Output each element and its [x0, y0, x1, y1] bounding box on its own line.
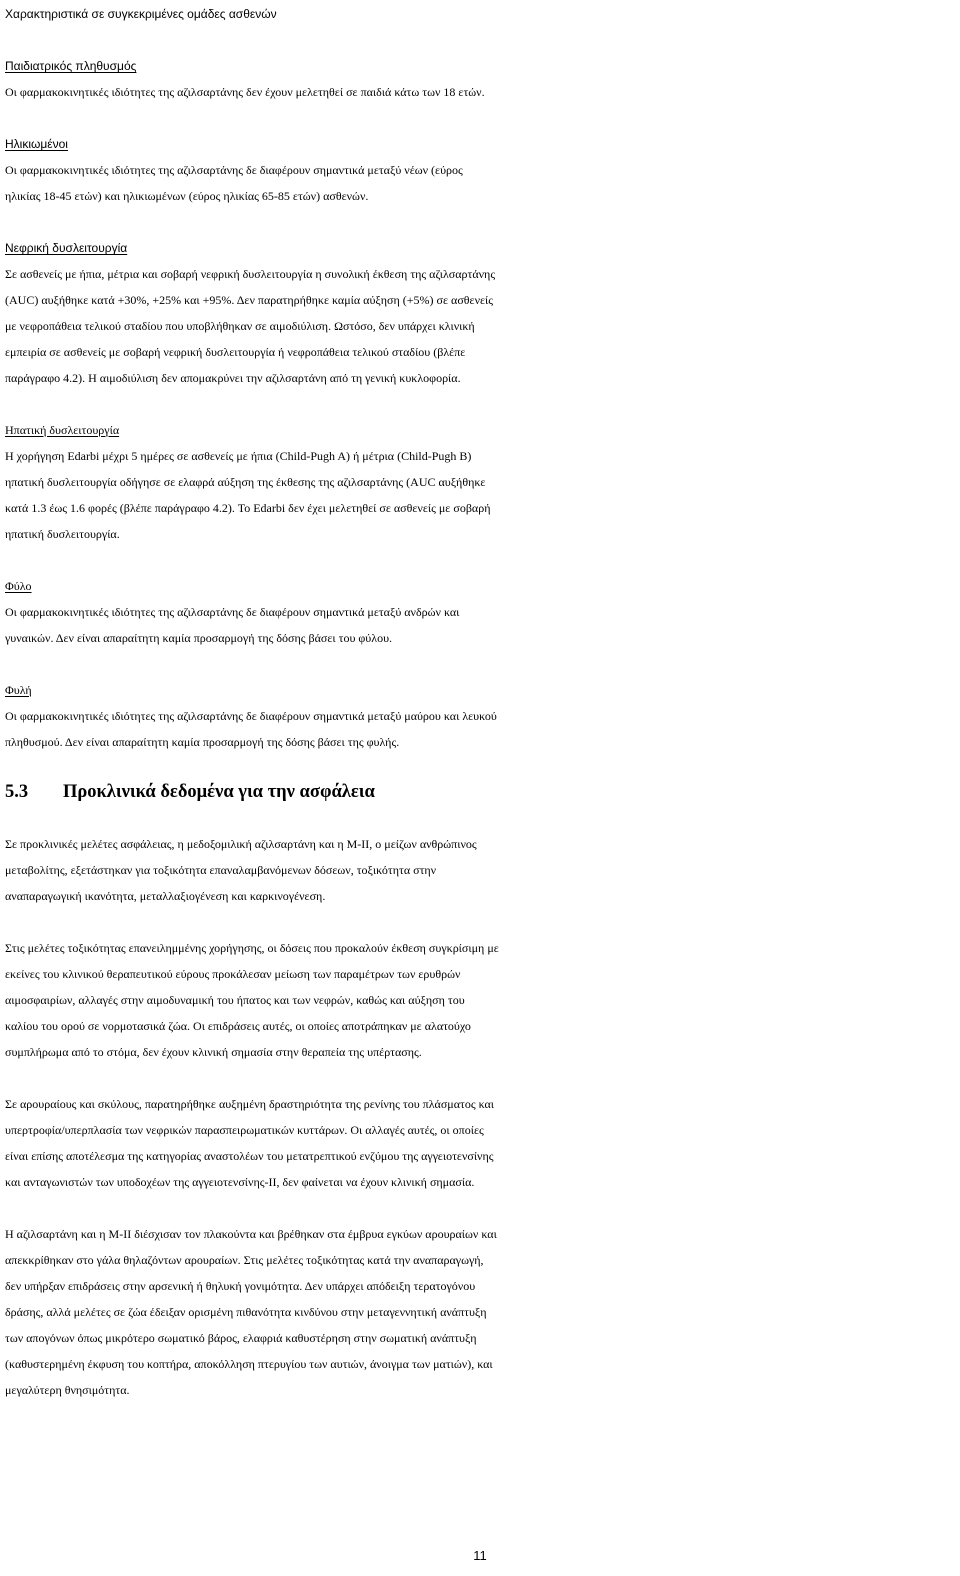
text-line: Οι φαρμακοκινητικές ιδιότητες της αζιλσαρτάνης δε διαφέρουν σημαντικά μεταξύ νέων (εύρος	[5, 163, 463, 177]
hepatic-text	[5, 443, 955, 547]
document-page	[5, 0, 955, 1403]
pediatric-heading: Παιδιατρικός πληθυσμός	[5, 59, 137, 73]
race-text	[5, 703, 955, 755]
elderly-text	[5, 157, 955, 209]
preclinical-paragraph-4	[5, 1221, 955, 1403]
text-line: Σε προκλινικές μελέτες ασφάλειας, η μεδοξομιλική αζιλσαρτάνη και η M-II, ο μείζων ανθρώπινος	[5, 837, 477, 851]
text-line: γυναικών. Δεν είναι απαραίτητη καμία προσαρμογή της δόσης βάσει του φύλου.	[5, 631, 393, 645]
text-line: Στις μελέτες τοξικότητας επανειλημμένης χορήγησης, οι δόσεις που προκαλούν έκθεση συγκρίσιμη με	[5, 941, 499, 955]
pediatric-block	[5, 53, 955, 105]
text-line: αναπαραγωγική ικανότητα, μεταλλαξιογένεση και καρκινογένεση.	[5, 889, 326, 903]
text-line: των απογόνων όπως μικρότερο σωματικό βάρος, ελαφριά καθυστέρηση στην σωματική ανάπτυξη	[5, 1331, 477, 1345]
section-5-3-heading	[5, 779, 955, 805]
elderly-block	[5, 131, 955, 209]
text-line: παράγραφο 4.2). Η αιμοδιύλιση δεν απομακρύνει την αζιλσαρτάνη από τη γενική κυκλοφορία.	[5, 371, 461, 385]
text-line: υπερτροφία/υπερπλασία των νεφρικών παρασπειρωματικών κυττάρων. Οι αλλαγές αυτές, οι οποίες	[5, 1123, 484, 1137]
text-line: ηπατική δυσλειτουργία.	[5, 527, 120, 541]
elderly-heading: Ηλικιωμένοι	[5, 137, 68, 151]
text-line: μεγαλύτερη θνησιμότητα.	[5, 1383, 130, 1397]
gender-block	[5, 573, 955, 651]
preclinical-paragraph-3	[5, 1091, 955, 1195]
text-line: Η αζιλσαρτάνη και η M-II διέσχισαν τον πλακούντα και βρέθηκαν στα έμβρυα εγκύων αρουραίων και	[5, 1227, 497, 1241]
text-line: συμπλήρωμα από το στόμα, δεν έχουν κλινική σημασία στην θεραπεία της υπέρτασης.	[5, 1045, 422, 1059]
race-heading: Φυλή	[5, 683, 32, 697]
renal-heading: Νεφρική δυσλειτουργία	[5, 241, 128, 255]
text-line: είναι επίσης αποτέλεσμα της κατηγορίας αναστολέων του μετατρεπτικού ενζύμου της αγγειοτενσίνης	[5, 1149, 494, 1163]
text-line: αιμοσφαιρίων, αλλαγές στην αιμοδυναμική του ήπατος και των νεφρών, καθώς και αύξηση του	[5, 993, 465, 1007]
pediatric-text	[5, 79, 955, 105]
text-line: καλίου του ορού σε νορμοτασικά ζώα. Οι επιδράσεις αυτές, οι οποίες αποτράπηκαν με αλατούχο	[5, 1019, 471, 1033]
race-block	[5, 677, 955, 755]
text-line: Οι φαρμακοκινητικές ιδιότητες της αζιλσαρτάνης δεν έχουν μελετηθεί σε παιδιά κάτω των 18 ετών.	[5, 85, 485, 99]
text-line: κατά 1.3 έως 1.6 φορές (βλέπε παράγραφο 4.2). Το Edarbi δεν έχει μελετηθεί σε ασθενείς με σοβαρή	[5, 501, 491, 515]
text-line: ηπατική δυσλειτουργία οδήγησε σε ελαφρά αύξηση της έκθεσης της αζιλσαρτάνης (AUC αυξήθηκε	[5, 475, 486, 489]
text-line: μεταβολίτης, εξετάστηκαν για τοξικότητα επαναλαμβανόμενων δόσεων, τοξικότητα στην	[5, 863, 437, 877]
renal-text	[5, 261, 955, 391]
text-line: Οι φαρμακοκινητικές ιδιότητες της αζιλσαρτάνης δε διαφέρουν σημαντικά μεταξύ μαύρου και λευκού	[5, 709, 497, 723]
text-line: πληθυσμού. Δεν είναι απαραίτητη καμία προσαρμογή της δόσης βάσει της φυλής.	[5, 735, 400, 749]
section-title: Χαρακτηριστικά σε συγκεκριμένες ομάδες ασθενών	[5, 7, 277, 21]
text-line: Σε αρουραίους και σκύλους, παρατηρήθηκε αυξημένη δραστηριότητα της ρενίνης του πλάσματος και	[5, 1097, 495, 1111]
preclinical-paragraph-1	[5, 831, 955, 909]
gender-text	[5, 599, 955, 651]
text-line: δεν υπήρξαν επιδράσεις στην αρσενική ή θηλυκή γονιμότητα. Δεν υπάρχει απόδειξη τερατογόνου	[5, 1279, 476, 1293]
text-line: με νεφροπάθεια τελικού σταδίου που υποβλήθηκαν σε αιμοδιύλιση. Ωστόσο, δεν υπάρχει κλινική	[5, 319, 475, 333]
preclinical-paragraph-2	[5, 935, 955, 1065]
text-line: εμπειρία σε ασθενείς με σοβαρή νεφρική δυσλειτουργία ή νεφροπάθεια τελικού σταδίου (βλέπε	[5, 345, 466, 359]
text-line: ηλικίας 18-45 ετών) και ηλικιωμένων (εύρος ηλικίας 65-85 ετών) ασθενών.	[5, 189, 369, 203]
gender-heading: Φύλο	[5, 579, 32, 593]
text-line: Οι φαρμακοκινητικές ιδιότητες της αζιλσαρτάνης δε διαφέρουν σημαντικά μεταξύ ανδρών και	[5, 605, 460, 619]
section-heading-text: Προκλινικά δεδομένα για την ασφάλεια	[63, 782, 375, 802]
text-line: απεκκρίθηκαν στο γάλα θηλαζόντων αρουραίων. Στις μελέτες τοξικότητας κατά την αναπαραγωγή,	[5, 1253, 484, 1267]
hepatic-heading: Ηπατική δυσλειτουργία	[5, 423, 120, 437]
text-line: Η χορήγηση Edarbi μέχρι 5 ημέρες σε ασθενείς με ήπια (Child-Pugh A) ή μέτρια (Child-Pugh B)	[5, 449, 472, 463]
text-line: (καθυστερημένη έκφυση του κοπτήρα, αποκόλληση πτερυγίου των αυτιών, άνοιγμα των ματιών), και	[5, 1357, 493, 1371]
text-line: δράσης, αλλά μελέτες σε ζώα έδειξαν ορισμένη πιθανότητα κινδύνου στην μεταγεννητική ανάπτυξη	[5, 1305, 487, 1319]
text-line: και ανταγωνιστών των υποδοχέων της αγγειοτενσίνης-ΙΙ, δεν φαίνεται να έχουν κλινική σημασία.	[5, 1175, 475, 1189]
text-line: Σε ασθενείς με ήπια, μέτρια και σοβαρή νεφρική δυσλειτουργία η συνολική έκθεση της αζιλσαρτάνης	[5, 267, 496, 281]
text-line: (AUC) αυξήθηκε κατά +30%, +25% και +95%. Δεν παρατηρήθηκε καμία αύξηση (+5%) σε ασθενείς	[5, 293, 494, 307]
renal-block	[5, 235, 955, 391]
hepatic-block	[5, 417, 955, 547]
text-line: εκείνες του κλινικού θεραπευτικού εύρους προκάλεσαν μείωση των παραμέτρων των ερυθρών	[5, 967, 461, 981]
page-number: 11	[473, 1548, 487, 1563]
section-number: 5.3	[5, 782, 29, 802]
